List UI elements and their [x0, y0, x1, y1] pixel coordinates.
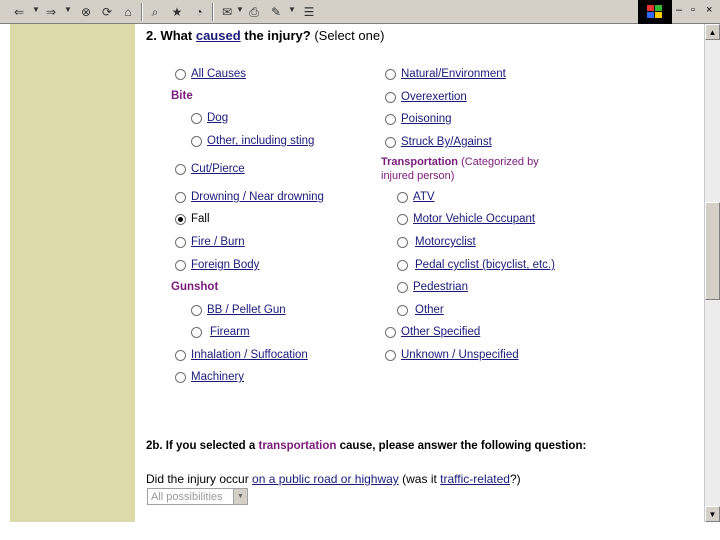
option-label[interactable]: Dog [207, 112, 229, 124]
scroll-up-icon[interactable]: ▲ [705, 24, 720, 40]
transportation-header [381, 155, 539, 183]
option-fall[interactable] [175, 213, 210, 225]
option-other[interactable] [397, 304, 444, 316]
forward-dropdown-icon[interactable]: ▼ [64, 5, 72, 14]
option-inhalation[interactable] [175, 349, 308, 361]
toolbar-separator [212, 3, 214, 21]
transportation-note-2: injured person) [381, 170, 455, 182]
bite-header: Bite [171, 90, 193, 102]
stop-icon[interactable]: ⊗ [80, 5, 92, 19]
q2b-sub-text: Did the injury occur [146, 472, 253, 486]
option-foreign-body[interactable] [175, 259, 259, 271]
option-bb-pellet[interactable] [191, 304, 286, 316]
form-content [135, 24, 704, 522]
search-icon[interactable]: ⌕ [151, 4, 159, 19]
option-label[interactable]: Machinery [191, 371, 245, 383]
radio-icon[interactable] [191, 136, 202, 147]
option-poisoning[interactable] [385, 113, 452, 125]
radio-icon[interactable] [191, 113, 202, 124]
option-fire-burn[interactable] [175, 236, 245, 248]
question-suffix: the injury? [240, 28, 315, 43]
radio-icon[interactable] [397, 305, 408, 316]
road-highway-select[interactable] [147, 488, 248, 505]
frame-edge [0, 24, 10, 522]
print-icon[interactable]: ⎙ [249, 4, 259, 19]
radio-icon[interactable] [175, 69, 186, 80]
transportation-note: (Categorized by [461, 156, 539, 168]
radio-icon[interactable] [191, 327, 202, 338]
radio-icon[interactable] [397, 192, 408, 203]
radio-icon[interactable] [397, 282, 408, 293]
mail-dropdown-icon[interactable]: ▼ [236, 5, 244, 14]
q2b-sub-text: (was it [398, 472, 441, 486]
radio-icon[interactable] [191, 305, 202, 316]
option-label[interactable]: ATV [413, 191, 435, 203]
question-prefix: 2. What [146, 28, 196, 43]
q2b-sub-text: ?) [509, 472, 521, 486]
option-struck[interactable] [385, 136, 492, 148]
traffic-related-link[interactable]: traffic-related [440, 472, 510, 486]
close-icon[interactable]: × [706, 4, 713, 16]
option-label[interactable]: BB / Pellet Gun [207, 304, 286, 316]
transportation-title: Transportation [381, 156, 459, 168]
option-label[interactable]: Other, including sting [207, 135, 315, 147]
option-label[interactable]: Pedestrian [413, 281, 468, 293]
option-atv[interactable] [397, 191, 435, 203]
history-icon[interactable]: ◔ [195, 5, 203, 19]
windows-logo-icon [638, 0, 672, 24]
q2b-highlight: transportation [258, 440, 337, 452]
radio-icon[interactable] [397, 214, 408, 225]
home-icon[interactable]: ⌂ [124, 5, 132, 19]
left-sidebar [10, 24, 135, 522]
radio-icon[interactable] [175, 237, 186, 248]
radio-icon[interactable] [385, 114, 396, 125]
bottom-strip [0, 522, 720, 540]
option-drowning[interactable] [175, 191, 324, 203]
radio-icon[interactable] [385, 327, 396, 338]
restore-icon[interactable]: ▫ [691, 4, 695, 16]
option-label[interactable]: Natural/Environment [401, 68, 506, 80]
option-label[interactable]: Poisoning [401, 113, 452, 125]
radio-icon[interactable] [175, 372, 186, 383]
refresh-icon[interactable]: ⟳ [101, 5, 113, 19]
mail-icon[interactable]: ✉ [221, 5, 233, 19]
select-value: All possibilities [151, 490, 223, 503]
minimize-icon[interactable]: – [676, 4, 683, 16]
scroll-thumb[interactable] [705, 202, 720, 300]
option-other-sting[interactable] [191, 135, 314, 147]
option-overexertion[interactable] [385, 91, 467, 103]
option-label[interactable]: Drowning / Near drowning [191, 191, 324, 203]
discuss-icon[interactable]: ☰ [303, 5, 315, 19]
gunshot-header: Gunshot [171, 281, 219, 293]
question-note: (Select one) [314, 28, 385, 43]
option-label[interactable]: Inhalation / Suffocation [191, 349, 308, 361]
option-cut-pierce[interactable] [175, 163, 245, 175]
option-label[interactable]: Firearm [210, 326, 250, 338]
radio-icon[interactable] [397, 237, 408, 248]
public-road-link[interactable]: on a public road or highway [252, 472, 399, 486]
radio-icon[interactable] [175, 260, 186, 271]
option-label[interactable]: Motorcyclist [415, 236, 476, 248]
radio-icon[interactable] [385, 350, 396, 361]
option-other-specified[interactable] [385, 326, 480, 338]
option-label[interactable]: All Causes [191, 68, 246, 80]
radio-icon[interactable] [175, 350, 186, 361]
option-motorcyclist[interactable] [397, 236, 476, 248]
radio-icon[interactable] [385, 69, 396, 80]
edit-icon[interactable]: ✎ [270, 5, 282, 19]
radio-icon[interactable] [385, 92, 396, 103]
option-natural[interactable] [385, 68, 506, 80]
toolbar-separator [141, 3, 143, 21]
radio-icon[interactable] [397, 260, 408, 271]
option-label[interactable]: Struck By/Against [401, 136, 492, 148]
option-label[interactable]: Other Specified [401, 326, 481, 338]
caused-link[interactable]: caused [195, 28, 241, 43]
option-dog[interactable] [191, 112, 228, 124]
option-label[interactable]: Fire / Burn [191, 236, 245, 248]
option-all-causes[interactable] [175, 68, 246, 80]
option-motor-vehicle[interactable] [397, 213, 535, 225]
option-label[interactable]: Fall [191, 213, 210, 225]
option-pedestrian[interactable] [397, 281, 468, 293]
option-label[interactable]: Cut/Pierce [191, 163, 245, 175]
option-label[interactable]: Other [415, 304, 444, 316]
radio-icon[interactable] [385, 137, 396, 148]
option-unknown[interactable] [385, 349, 519, 361]
question-2b [146, 440, 586, 452]
option-machinery[interactable] [175, 371, 244, 383]
option-label[interactable]: Motor Vehicle Occupant [413, 213, 536, 225]
scroll-down-icon[interactable]: ▼ [705, 506, 720, 522]
q2b-suffix: cause, please answer the following question: [336, 440, 587, 452]
back-dropdown-icon[interactable]: ▼ [32, 5, 40, 14]
vertical-scrollbar[interactable] [704, 24, 720, 522]
back-icon[interactable]: ⇐ [13, 5, 25, 19]
option-pedal-cyclist[interactable] [397, 259, 555, 271]
option-label[interactable]: Overexertion [401, 91, 467, 103]
option-label[interactable]: Unknown / Unspecified [401, 349, 519, 361]
forward-icon[interactable]: ⇒ [45, 5, 57, 19]
option-firearm[interactable] [191, 326, 250, 338]
chevron-down-icon[interactable]: ▼ [233, 489, 247, 504]
radio-checked-icon[interactable] [175, 214, 186, 225]
option-label[interactable]: Foreign Body [191, 259, 260, 271]
radio-icon[interactable] [175, 192, 186, 203]
favorites-icon[interactable]: ★ [171, 5, 183, 19]
option-label[interactable]: Pedal cyclist (bicyclist, etc.) [415, 259, 555, 271]
radio-icon[interactable] [175, 164, 186, 175]
question-title [146, 28, 384, 43]
browser-toolbar [0, 0, 720, 24]
q2b-prefix: 2b. If you selected a [146, 440, 259, 452]
question-2b-sub [146, 472, 521, 486]
edit-dropdown-icon[interactable]: ▼ [288, 5, 296, 14]
